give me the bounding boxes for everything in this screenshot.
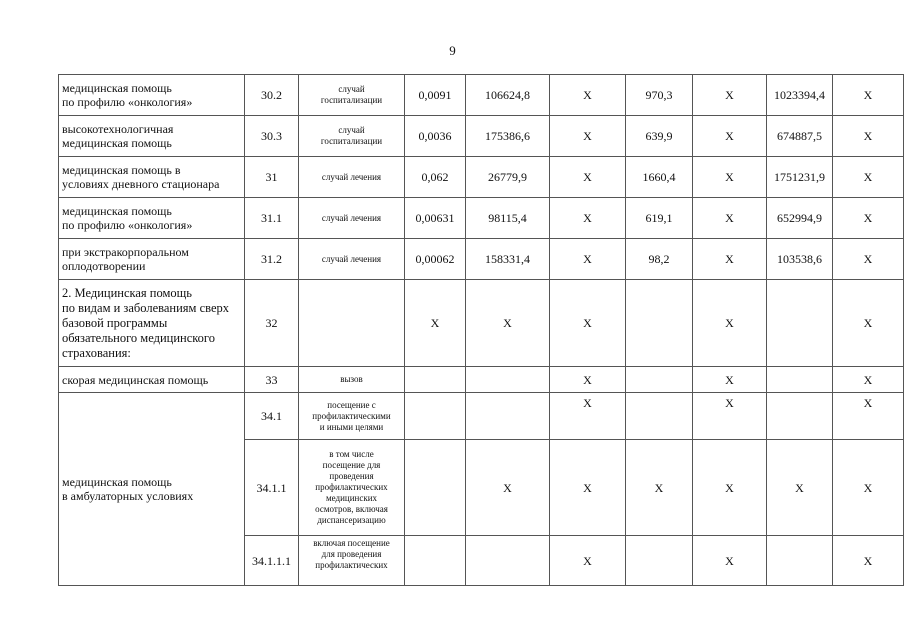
row-name: медицинская помощь по профилю «онкология» — [59, 75, 245, 116]
row-value-5 — [466, 367, 550, 393]
row-name: скорая медицинская помощь — [59, 367, 245, 393]
row-value-7: Х — [626, 440, 693, 536]
row-unit — [299, 280, 405, 367]
row-value-10: Х — [833, 536, 904, 586]
row-value-10: Х — [833, 367, 904, 393]
row-value-5: 106624,8 — [466, 75, 550, 116]
row-value-7 — [626, 367, 693, 393]
row-value-4 — [405, 440, 466, 536]
row-value-10: Х — [833, 198, 904, 239]
row-code: 31.1 — [245, 198, 299, 239]
row-value-9 — [767, 393, 833, 440]
table-row — [59, 239, 904, 280]
row-code: 33 — [245, 367, 299, 393]
row-code: 32 — [245, 280, 299, 367]
row-unit: случай лечения — [299, 239, 405, 280]
row-value-8: Х — [693, 367, 767, 393]
row-value-5: Х — [466, 440, 550, 536]
row-value-10: Х — [833, 239, 904, 280]
row-value-10: Х — [833, 440, 904, 536]
row-value-10: Х — [833, 157, 904, 198]
row-value-4: 0,0091 — [405, 75, 466, 116]
row-code: 30.2 — [245, 75, 299, 116]
table-row — [59, 157, 904, 198]
row-value-9: 1751231,9 — [767, 157, 833, 198]
row-value-6: Х — [550, 536, 626, 586]
row-value-6: Х — [550, 393, 626, 440]
row-code: 34.1.1.1 — [245, 536, 299, 586]
row-value-6: Х — [550, 367, 626, 393]
row-code: 30.3 — [245, 116, 299, 157]
row-code: 31.2 — [245, 239, 299, 280]
row-value-4: 0,00062 — [405, 239, 466, 280]
page-number: 9 — [449, 43, 456, 58]
table-row — [59, 367, 904, 393]
row-value-9: 674887,5 — [767, 116, 833, 157]
row-value-6: Х — [550, 75, 626, 116]
row-value-4 — [405, 367, 466, 393]
row-value-4 — [405, 393, 466, 440]
row-unit: случай лечения — [299, 157, 405, 198]
row-value-8: Х — [693, 239, 767, 280]
row-value-9: Х — [767, 440, 833, 536]
row-value-6: Х — [550, 440, 626, 536]
row-value-4: 0,062 — [405, 157, 466, 198]
row-value-8: Х — [693, 157, 767, 198]
row-value-7 — [626, 536, 693, 586]
row-unit: случай госпитализации — [299, 116, 405, 157]
table-row — [59, 280, 904, 367]
row-value-9: 1023394,4 — [767, 75, 833, 116]
row-unit: в том числе посещение для проведения профилактических медицинских осмотров, включая диспансеризацию — [299, 440, 405, 536]
row-value-6: Х — [550, 198, 626, 239]
row-code: 34.1.1 — [245, 440, 299, 536]
row-unit: посещение с профилактическими и иными целями — [299, 393, 405, 440]
row-value-9: 652994,9 — [767, 198, 833, 239]
row-value-10: Х — [833, 280, 904, 367]
row-value-6: Х — [550, 157, 626, 198]
row-value-8: Х — [693, 280, 767, 367]
row-value-5: 98115,4 — [466, 198, 550, 239]
row-value-5: 175386,6 — [466, 116, 550, 157]
row-value-5: 158331,4 — [466, 239, 550, 280]
row-value-6: Х — [550, 116, 626, 157]
row-value-7: 1660,4 — [626, 157, 693, 198]
table-row — [59, 198, 904, 239]
row-unit: вызов — [299, 367, 405, 393]
row-value-5 — [466, 536, 550, 586]
row-unit: случай лечения — [299, 198, 405, 239]
standards-table — [58, 74, 904, 586]
row-value-9 — [767, 280, 833, 367]
row-value-7: 98,2 — [626, 239, 693, 280]
row-value-8: Х — [693, 116, 767, 157]
row-value-4: 0,00631 — [405, 198, 466, 239]
row-value-7 — [626, 393, 693, 440]
row-value-7 — [626, 280, 693, 367]
row-code: 34.1 — [245, 393, 299, 440]
row-value-7: 970,3 — [626, 75, 693, 116]
table-row — [59, 116, 904, 157]
row-unit: случай госпитализации — [299, 75, 405, 116]
row-value-8: Х — [693, 75, 767, 116]
table-row — [59, 75, 904, 116]
row-value-4: Х — [405, 280, 466, 367]
row-value-4 — [405, 536, 466, 586]
row-value-9 — [767, 367, 833, 393]
row-value-5: Х — [466, 280, 550, 367]
row-value-9: 103538,6 — [767, 239, 833, 280]
row-value-8: Х — [693, 393, 767, 440]
row-value-5 — [466, 393, 550, 440]
row-value-9 — [767, 536, 833, 586]
row-value-5: 26779,9 — [466, 157, 550, 198]
row-value-10: Х — [833, 116, 904, 157]
row-value-8: Х — [693, 536, 767, 586]
row-value-10: Х — [833, 75, 904, 116]
row-name: медицинская помощь по профилю «онкология» — [59, 198, 245, 239]
row-name: при экстракорпоральном оплодотворении — [59, 239, 245, 280]
row-code: 31 — [245, 157, 299, 198]
row-value-8: Х — [693, 440, 767, 536]
row-value-7: 639,9 — [626, 116, 693, 157]
row-value-10: Х — [833, 393, 904, 440]
row-value-6: Х — [550, 239, 626, 280]
row-value-6: Х — [550, 280, 626, 367]
row-value-8: Х — [693, 198, 767, 239]
table-row — [59, 393, 904, 440]
row-name: медицинская помощь в условиях дневного стационара — [59, 157, 245, 198]
row-name: 2. Медицинская помощь по видам и заболеваниям сверх базовой программы обязательного медицинского страхования: — [59, 280, 245, 367]
row-value-7: 619,1 — [626, 198, 693, 239]
row-name: медицинская помощь в амбулаторных условиях — [59, 393, 245, 586]
row-unit: включая посещение для проведения профилактических — [299, 536, 405, 586]
row-value-4: 0,0036 — [405, 116, 466, 157]
row-name: высокотехнологичная медицинская помощь — [59, 116, 245, 157]
